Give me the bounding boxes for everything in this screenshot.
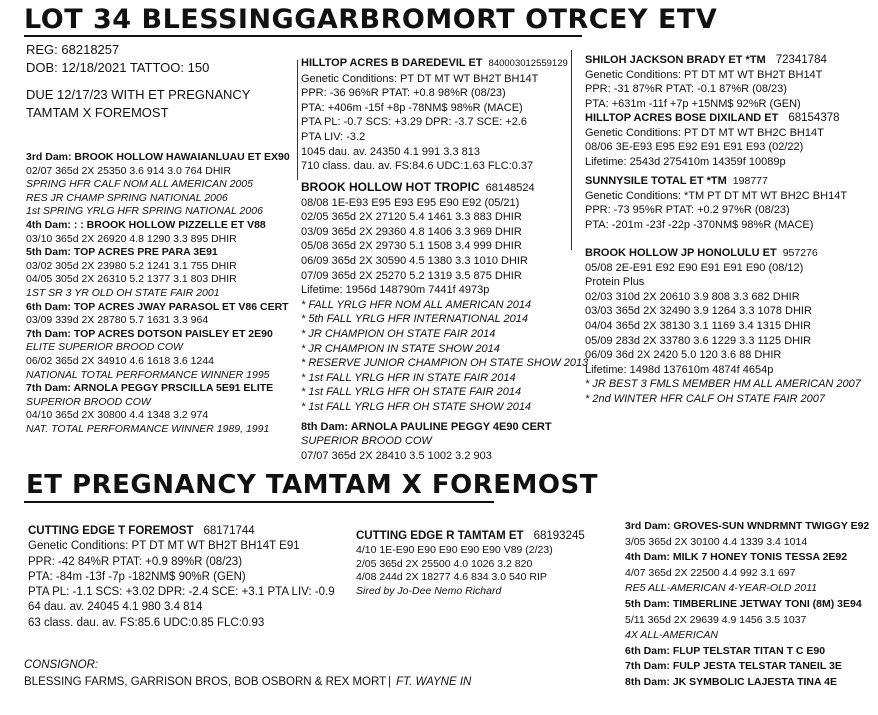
sire-sire-name: SHILOH JACKSON BRADY ET *TM 72341784 (585, 54, 827, 66)
due-date: DUE 12/17/23 WITH ET PREGNANCY (26, 87, 251, 102)
dam-dam-id: 957276 (782, 247, 818, 259)
dam-line: 7th Dam: TOP ACRES DOTSON PAISLEY ET 2E90 (26, 327, 273, 340)
foremost-line: PTA PL: -1.1 SCS: +3.02 DPR: -2.4 SCE: +3.1 PTA LIV: -0.9 (28, 586, 335, 599)
dam-dam-line: 03/03 365d 2X 32490 3.9 1264 3.3 1078 DHIR (585, 305, 812, 318)
dam-line: ELITE SUPERIOR BROOD COW (26, 341, 183, 354)
dam-line: SUPERIOR BROOD COW (26, 395, 151, 408)
pregnancy-dam-line: 7th Dam: FULP JESTA TELSTAR TANEIL 3E (625, 660, 842, 673)
dam-sire-name: SUNNYSILE TOTAL ET *TM 198777 (585, 175, 768, 187)
dam-dam-line: 02/03 310d 2X 20610 3.9 808 3.3 682 DHIR (585, 290, 800, 303)
dam-line: 06/09 365d 2X 30590 4.5 1380 3.3 1010 DHIR (301, 254, 528, 267)
dam-dam-block (585, 246, 861, 407)
sire-line: PTA LIV: -3.2 (301, 130, 366, 143)
pregnancy-dam-line: 4/07 365d 2X 22500 4.4 992 3.1 697 (625, 566, 796, 579)
sire-dam-line: Lifetime: 2543d 275410m 14359f 10089p (585, 155, 786, 168)
animal-info (26, 41, 250, 122)
dam-line: 6th Dam: TOP ACRES JWAY PARASOL ET V86 CERT (26, 300, 289, 313)
foremost-line: 64 dau. av. 24045 4.1 980 3.4 814 (28, 601, 203, 614)
sire-line: PTA: +406m -15f +8p -78NM$ 98%R (MACE) (301, 101, 523, 114)
pregnancy-title: ET PREGNANCY TAMTAM X FOREMOST (26, 470, 598, 500)
dam-line: 03/10 365d 2X 26920 4.8 1290 3.3 895 DHIR (26, 232, 237, 245)
sire-id: 840003012559129 (488, 58, 568, 69)
pregnancy-dam-line: 5th Dam: TIMBERLINE JETWAY TONI (8M) 3E94 (625, 597, 862, 610)
mating: TAMTAM X FOREMOST (26, 105, 169, 120)
tamtam-line: 4/10 1E-E90 E90 E90 E90 E90 V89 (2/23) (356, 544, 553, 556)
dam-line: 03/09 365d 2X 29360 4.8 1406 3.3 969 DHIR (301, 225, 522, 238)
sire-dam-line: 08/06 3E-E93 E95 E92 E91 E91 E93 (02/22) (585, 141, 804, 154)
dam-line: 7th Dam: ARNOLA PEGGY PRSCILLA 5E91 ELITE (26, 382, 274, 395)
dam-dam-line: 04/04 365d 2X 38130 3.1 1169 3.4 1315 DHIR (585, 319, 812, 332)
consignor-location: FT. WAYNE IN (396, 676, 472, 688)
eighth-dam-note: SUPERIOR BROOD COW (301, 435, 432, 448)
dam-line: * RESERVE JUNIOR CHAMPION OH STATE SHOW 2013 (301, 357, 589, 370)
dam-line: 06/02 365d 2X 34910 4.6 1618 3.6 1244 (26, 354, 215, 367)
dam-dam-line: Protein Plus (585, 276, 645, 289)
date-of-birth: DOB: 12/18/2021 TATTOO: 150 (26, 60, 210, 75)
foremost-line: PTA: -84m -13f -7p -182NM$ 90%R (GEN) (28, 570, 246, 583)
sire-sire-block (585, 53, 827, 111)
dam-line: 3rd Dam: BROOK HOLLOW HAWAIANLUAU ET EX90 (26, 151, 290, 163)
dam-line: 4th Dam: : : BROOK HOLLOW PIZZELLE ET V88 (26, 218, 266, 231)
column-divider-right (571, 50, 572, 250)
dam-line: * FALL YRLG HFR NOM ALL AMERICAN 2014 (301, 298, 532, 311)
tamtam-line: Sired by Jo-Dee Nemo Richard (356, 584, 502, 597)
dam-line: 05/08 365d 2X 29730 5.1 1508 3.4 999 DHIR (301, 240, 522, 253)
sire-dam-block (585, 111, 840, 169)
consignor-separator: | (388, 676, 392, 688)
sire-line: 710 class. dau. av. FS:84.6 UDC:1.63 FLC:0.37 (301, 160, 534, 173)
dam-dam-line: * 2nd WINTER HFR CALF OH STATE FAIR 2007 (585, 392, 826, 405)
sire-block (301, 56, 568, 174)
consignor-names: BLESSING FARMS, GARRISON BROS, BOB OSBORN & REX MORT (24, 676, 387, 688)
dam-details (301, 196, 588, 415)
column-divider-left (297, 60, 298, 180)
foremost-line: 63 class. dau. av. FS:85.6 UDC:0.85 FLC:0.93 (28, 616, 265, 629)
tamtam-details (356, 544, 585, 598)
dam-id: 68148524 (485, 182, 535, 194)
foremost-line: Genetic Conditions: PT DT MT WT BH2T BH14T E91 (28, 540, 300, 553)
lot-title: LOT 34 BLESSINGGARBROMORT OTRCEY ETV (24, 4, 718, 35)
sire-sire-line: PTA: +631m -11f +7p +15NM$ 92%R (GEN) (585, 97, 801, 110)
consignor-block (24, 657, 471, 691)
sire-details (301, 72, 568, 174)
dam-block (301, 180, 588, 463)
eighth-dam-record: 07/07 365d 2X 28410 3.5 1002 3.2 903 (301, 449, 492, 462)
sire-sire-line: Genetic Conditions: PT DT MT WT BH2T BH14T (585, 68, 823, 81)
dam-line: NATIONAL TOTAL PERFORMANCE WINNER 1995 (26, 368, 270, 381)
dam-line: * JR CHAMPION OH STATE FAIR 2014 (301, 327, 496, 340)
dam-line: 04/10 365d 2X 30800 4.4 1348 3.2 974 (26, 409, 209, 422)
dam-line: NAT. TOTAL PERFORMANCE WINNER 1989, 1991 (26, 422, 270, 435)
registration-number: REG: 68218257 (26, 42, 120, 57)
dam-line: * 1st FALL YRLG HFR OH STATE SHOW 2014 (301, 400, 532, 413)
maternal-line (26, 151, 290, 436)
dam-line: * 1st FALL YRLG HFR OH STATE FAIR 2014 (301, 386, 522, 399)
pregnancy-dam-line: 6th Dam: FLUP TELSTAR TITAN T C E90 (625, 644, 826, 657)
foremost-id: 68171744 (203, 525, 255, 537)
dam-line: 1ST SR 3 YR OLD OH STATE FAIR 2001 (26, 286, 220, 299)
dam-dam-details (585, 261, 861, 407)
dam-dam-line: 05/09 283d 2X 33780 3.6 1229 3.3 1125 DHIR (585, 334, 812, 347)
foremost-line: PPR: -42 84%R PTAT: +0.9 89%R (08/23) (28, 555, 243, 568)
dam-dam-name: BROOK HOLLOW JP HONOLULU ET 957276 (585, 247, 818, 259)
dam-dam-line: * JR BEST 3 FMLS MEMBER HM ALL AMERICAN 2007 (585, 378, 861, 391)
pregnancy-maternal-line (625, 519, 869, 691)
consignor-label: CONSIGNOR: (24, 659, 99, 671)
pregnancy-dam-line: 4th Dam: MILK 7 HONEY TONIS TESSA 2E92 (625, 551, 848, 564)
sire-line: 1045 dau. av. 24350 4.1 991 3.3 813 (301, 145, 481, 158)
dam-line: 02/05 365d 2X 27120 5.4 1461 3.3 883 DHIR (301, 211, 522, 224)
dam-line: * JR CHAMPION IN STATE SHOW 2014 (301, 342, 500, 355)
dam-line: 08/08 1E-E93 E95 E93 E95 E90 E92 (05/21) (301, 196, 520, 209)
tamtam-name: CUTTING EDGE R TAMTAM ET 68193245 (356, 530, 585, 542)
foremost-name: CUTTING EDGE T FOREMOST 68171744 (28, 525, 255, 537)
pregnancy-dam-line: 4X ALL-AMERICAN (625, 629, 718, 642)
dam-sire-line: Genetic Conditions: *TM PT DT MT WT BH2C BH14T (585, 189, 848, 202)
pregnancy-title-underline (24, 501, 494, 503)
tamtam-line: 2/05 365d 2X 25500 4.0 1026 3.2 820 (356, 557, 533, 570)
tamtam-block (356, 529, 585, 598)
pregnancy-dam-line: 3rd Dam: GROVES-SUN WNDRMNT TWIGGY E92 (625, 520, 870, 532)
dam-dam-line: Lifetime: 1498d 137610m 4874f 4654p (585, 363, 774, 376)
dam-sire-block (585, 174, 847, 232)
tamtam-id: 68193245 (533, 530, 585, 542)
sire-sire-line: PPR: -31 87%R PTAT: -0.1 87%R (08/23) (585, 83, 787, 96)
dam-name: BROOK HOLLOW HOT TROPIC 68148524 (301, 180, 535, 194)
dam-dam-line: 05/08 2E-E91 E92 E90 E91 E91 E90 (08/12) (585, 261, 804, 274)
dam-line: 5th Dam: TOP ACRES PRE PARA 3E91 (26, 246, 218, 259)
sire-dam-name: HILLTOP ACRES BOSE DIXILAND ET 68154378 (585, 112, 840, 124)
dam-line: RES JR CHAMP SPRING NATIONAL 2006 (26, 191, 228, 204)
pregnancy-dam-line: RE5 ALL-AMERICAN 4-YEAR-OLD 2011 (625, 582, 817, 595)
pregnancy-dam-line: 8th Dam: JK SYMBOLIC LAJESTA TINA 4E (625, 675, 837, 688)
sire-dam-line: Genetic Conditions: PT DT MT WT BH2C BH14T (585, 126, 824, 139)
dam-line: 07/09 365d 2X 25270 5.2 1319 3.5 875 DHIR (301, 269, 522, 282)
dam-line: SPRING HFR CALF NOM ALL AMERICAN 2005 (26, 178, 253, 191)
sire-name: HILLTOP ACRES B DAREDEVIL ET 840003012559129 (301, 57, 568, 69)
title-underline (24, 35, 582, 37)
dam-line: 1st SPRING YRLG HFR SPRING NATIONAL 2006 (26, 205, 263, 218)
dam-sire-id: 198777 (732, 175, 768, 187)
dam-line: Lifetime: 1956d 148790m 7441f 4973p (301, 284, 490, 297)
sire-sire-details (585, 68, 827, 112)
foremost-details (28, 539, 335, 631)
sire-line: Genetic Conditions: PT DT MT WT BH2T BH14T (301, 72, 539, 85)
sire-dam-id: 68154378 (788, 112, 840, 124)
sire-line: PTA PL: -0.7 SCS: +3.29 DPR: -3.7 SCE: +2.6 (301, 116, 528, 129)
tamtam-line: 4/08 244d 2X 18277 4.6 834 3.0 540 RIP (356, 571, 547, 584)
dam-line: * 1st FALL YRLG HFR IN STATE FAIR 2014 (301, 371, 516, 384)
consignor-line (24, 674, 471, 691)
dam-line: 03/02 305d 2X 23980 5.2 1241 3.1 755 DHIR (26, 259, 237, 272)
dam-sire-line: PPR: -73 95%R PTAT: +0.2 97%R (08/23) (585, 204, 790, 217)
sire-line: PPR: -36 96%R PTAT: +0.8 98%R (08/23) (301, 87, 506, 100)
dam-line: * 5th FALL YRLG HFR INTERNATIONAL 2014 (301, 313, 529, 326)
dam-line: 03/09 339d 2X 28780 5.7 1631 3.3 964 (26, 314, 209, 327)
pregnancy-dam-line: 5/11 365d 2X 29639 4.9 1456 3.5 1037 (625, 613, 807, 626)
dam-line: 04/05 305d 2X 26310 5.2 1377 3.1 803 DHIR (26, 273, 237, 286)
pregnancy-dam-line: 3/05 365d 2X 30100 4.4 1339 3.4 1014 (625, 535, 808, 548)
sire-sire-id: 72341784 (775, 54, 827, 66)
foremost-block (28, 524, 335, 631)
dam-dam-line: 06/09 36d 2X 2420 5.0 120 3.6 88 DHIR (585, 349, 782, 362)
dam-sire-line: PTA: -201m -23f -22p -370NM$ 98%R (MACE) (585, 218, 814, 231)
dam-sire-details (585, 189, 847, 233)
eighth-dam: 8th Dam: ARNOLA PAULINE PEGGY 4E90 CERT (301, 420, 552, 433)
sire-dam-details (585, 126, 840, 170)
dam-line: 02/07 365d 2X 25350 3.6 914 3.0 764 DHIR (26, 164, 231, 177)
